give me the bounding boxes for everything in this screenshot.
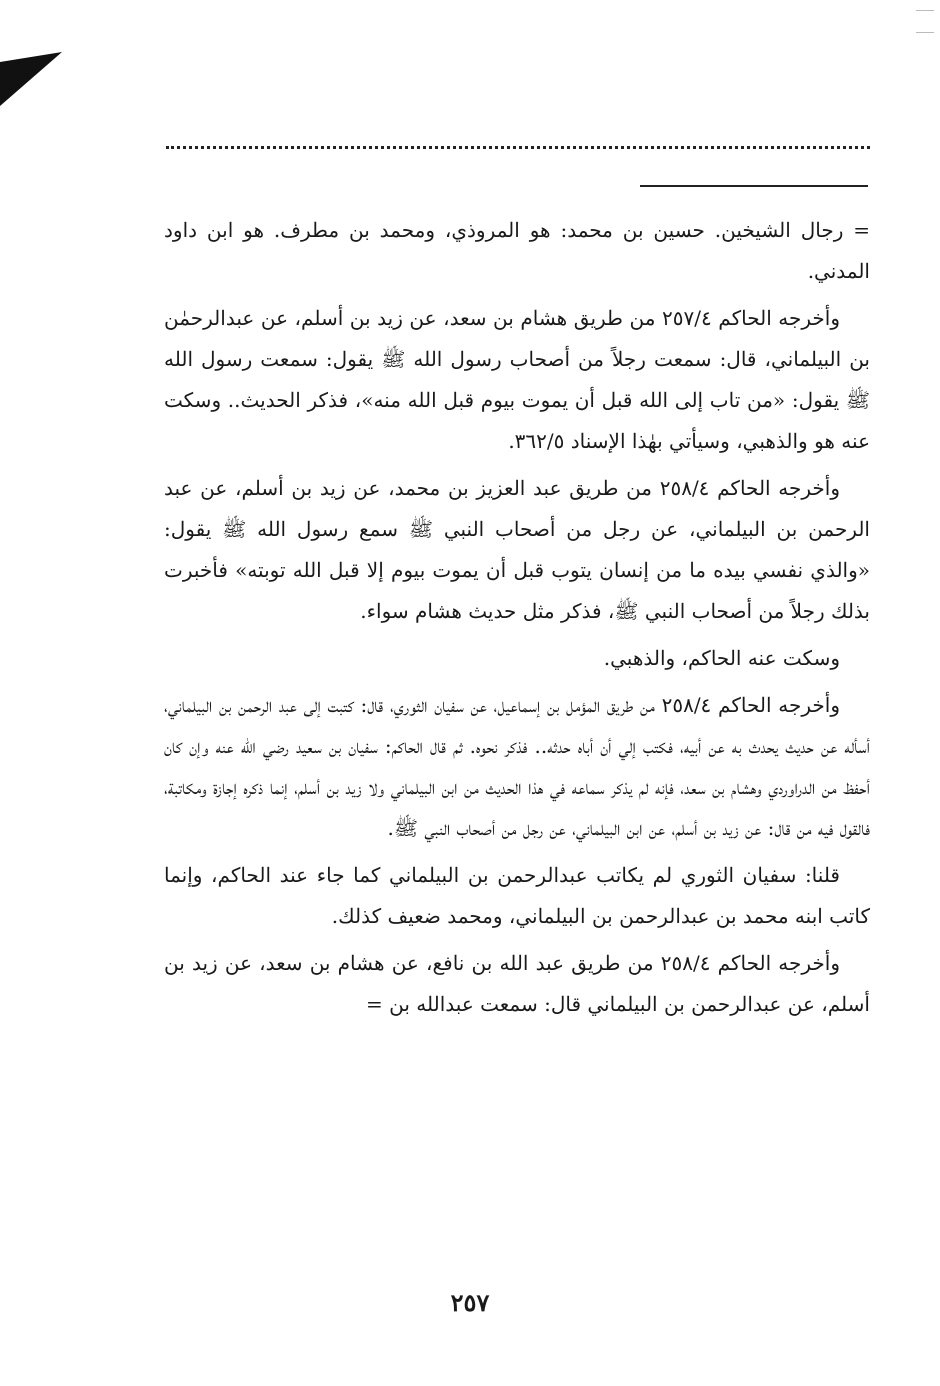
page-number: ٢٥٧ xyxy=(450,1288,490,1317)
footnote-paragraph: وسكت عنه الحاكم، والذهبي. xyxy=(603,646,840,670)
scan-edge-mark xyxy=(916,32,934,33)
footnote-paragraph: وأخرجه الحاكم ٢٥٨/٤ من طريق عبد العزيز بن محمد، عن زيد بن أسلم، عن عبد الرحمن بن البيلماني، عن رجل من أصحاب النبي ﷺ سمع رسول الله ﷺ يقول: «والذي نفسي بيده ما من إنسان يتوب قبل أن يموت بيوم إلا قبل الله توبته» فأخبرت بذلك رجلاً من أصحاب النبي ﷺ، فذكر مثل حديث هشام سواء. xyxy=(164,476,870,623)
dotted-separator xyxy=(166,146,870,149)
footnote-paragraph: قلنا: سفيان الثوري لم يكاتب عبدالرحمن بن البيلماني كما جاء عند الحاكم، وإنما كاتب ابنه محمد بن عبدالرحمن بن البيلماني، ومحمد ضعيف كذلك. xyxy=(164,863,870,928)
footnote-paragraph: وأخرجه الحاكم ٢٥٨/٤ من طريق عبد الله بن نافع، عن هشام بن سعد، عن زيد بن أسلم، عن عبدالرحمن بن البيلماني قال: سمعت عبدالله بن = xyxy=(164,951,870,1016)
scan-edge-mark xyxy=(916,10,934,11)
corner-crop-mark xyxy=(0,52,62,106)
footnote-rule xyxy=(640,185,868,187)
footnotes-block xyxy=(164,210,870,1031)
footnote-paragraph: وأخرجه الحاكم ٢٥٧/٤ من طريق هشام بن سعد، عن زيد بن أسلم، عن عبدالرحمٰن بن البيلماني، قال: سمعت رجلاً من أصحاب رسول الله ﷺ يقول: سمعت رسول الله ﷺ يقول: «من تاب إلى الله قبل أن يموت بيوم قبل الله منه»، فذكر الحديث.. وسكت عنه هو والذهبي، وسيأتي بهٰذا الإسناد ٣٦٢/٥. xyxy=(164,306,870,453)
footnote-paragraph: وأخرجه الحاكم ٢٥٨/٤ من طريق المؤمل بن إسماعيل، عن سفيان الثوري، قال: كتبت إلى عبد الرحمن بن البيلماني، أسأله عن حديث يحدث به عن أبيه، فكتب إلي أن أباه حدثه.. فذكر نحوه. ثم قال الحاكم: سفيان بن سعيد رضي الله عنه وإن كان أحفظ من الدراوردي وهشام بن سعد، فإنه لم يذكر سماعه في هذا الحديث من ابن البيلماني ولا زيد بن أسلم، إنما ذكره إجازة ومكاتبة، فالقول فيه من قال: عن زيد بن أسلم، عن ابن البيلماني، عن رجل من أصحاب النبي ﷺ. xyxy=(164,693,870,840)
footnote-paragraph: = رجال الشيخين. حسين بن محمد: هو المروذي، ومحمد بن مطرف. هو ابن داود المدني. xyxy=(164,218,870,283)
